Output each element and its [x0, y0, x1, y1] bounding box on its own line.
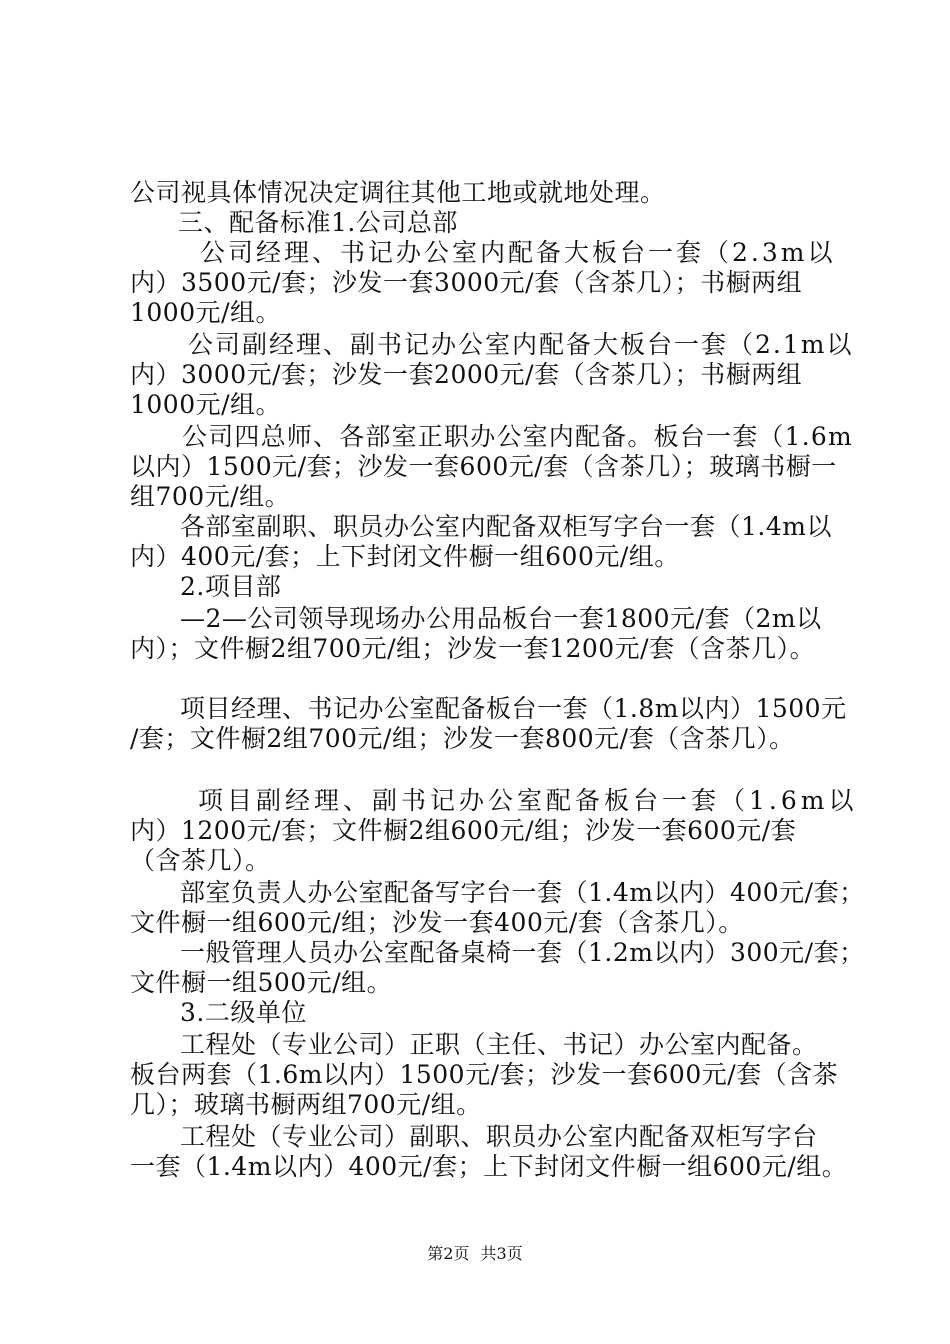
text-line: 工程处（专业公司）副职、职员办公室内配备双柜写字台 — [180, 1122, 818, 1151]
text-line: 文件橱一组500元/组。 — [130, 968, 393, 997]
text-line: （含茶几）。 — [130, 846, 271, 875]
text-line: —2—公司领导现场办公用品板台一套1800元/套（2m以 — [180, 604, 822, 633]
text-line: 工程处（专业公司）正职（主任、书记）办公室内配备。 — [180, 1030, 818, 1059]
section-heading: 3.二级单位 — [180, 998, 307, 1027]
page-number: 第2页 — [427, 1244, 470, 1263]
text-line: 内）400元/套；上下封闭文件橱一组600元/组。 — [130, 542, 680, 571]
text-line: 项目经理、书记办公室配备板台一套（1.8m以内）1500元 — [180, 694, 847, 723]
text-line: 内）3000元/套；沙发一套2000元/套（含茶几）；书橱两组 — [130, 360, 803, 389]
page-total: 共3页 — [480, 1244, 523, 1263]
section-heading: 三、配备标准1.公司总部 — [178, 208, 458, 237]
text-line: 内）1200元/套；文件橱2组600元/组；沙发一套600元/套 — [130, 816, 797, 845]
text-line: 公司经理、书记办公室内配备大板台一套（2.3m以 — [200, 238, 836, 267]
text-line: 部室负责人办公室配备写字台一套（1.4m以内）400元/套； — [180, 878, 865, 907]
text-line: 一般管理人员办公室配备桌椅一套（1.2m以内）300元/套； — [180, 938, 865, 967]
page-footer — [0, 1244, 950, 1264]
text-line: /套；文件橱2组700元/组；沙发一套800元/套（含茶几）。 — [130, 724, 795, 753]
text-line: 项目副经理、副书记办公室配备板台一套（1.6m以 — [198, 786, 858, 815]
text-line: 各部室副职、职员办公室内配备双柜写字台一套（1.4m以 — [180, 512, 832, 541]
text-line: 公司四总师、各部室正职办公室内配备。板台一套（1.6m — [182, 422, 853, 451]
text-line: 内）；文件橱2组700元/组；沙发一套1200元/套（含茶几）。 — [130, 634, 816, 663]
text-line: 公司视具体情况决定调往其他工地或就地处理。 — [130, 178, 666, 207]
section-heading: 2.项目部 — [180, 572, 282, 601]
text-line: 组700元/组。 — [130, 482, 291, 511]
text-line: 板台两套（1.6m以内）1500元/套；沙发一套600元/套（含茶 — [130, 1060, 839, 1089]
text-line: 内）3500元/套；沙发一套3000元/套（含茶几）；书橱两组 — [130, 268, 803, 297]
text-line: 公司副经理、副书记办公室内配备大板台一套（2.1m以 — [188, 330, 854, 359]
text-line: 1000元/组。 — [130, 298, 282, 327]
text-line: 以内）1500元/套；沙发一套600元/套（含茶几）；玻璃书橱一 — [130, 452, 837, 481]
text-line: 一套（1.4m以内）400元/套；上下封闭文件橱一组600元/组。 — [130, 1152, 848, 1181]
text-line: 几）；玻璃书橱两组700元/组。 — [130, 1090, 482, 1119]
text-line: 文件橱一组600元/组；沙发一套400元/套（含茶几）。 — [130, 908, 744, 937]
text-line: 1000元/组。 — [130, 390, 282, 419]
